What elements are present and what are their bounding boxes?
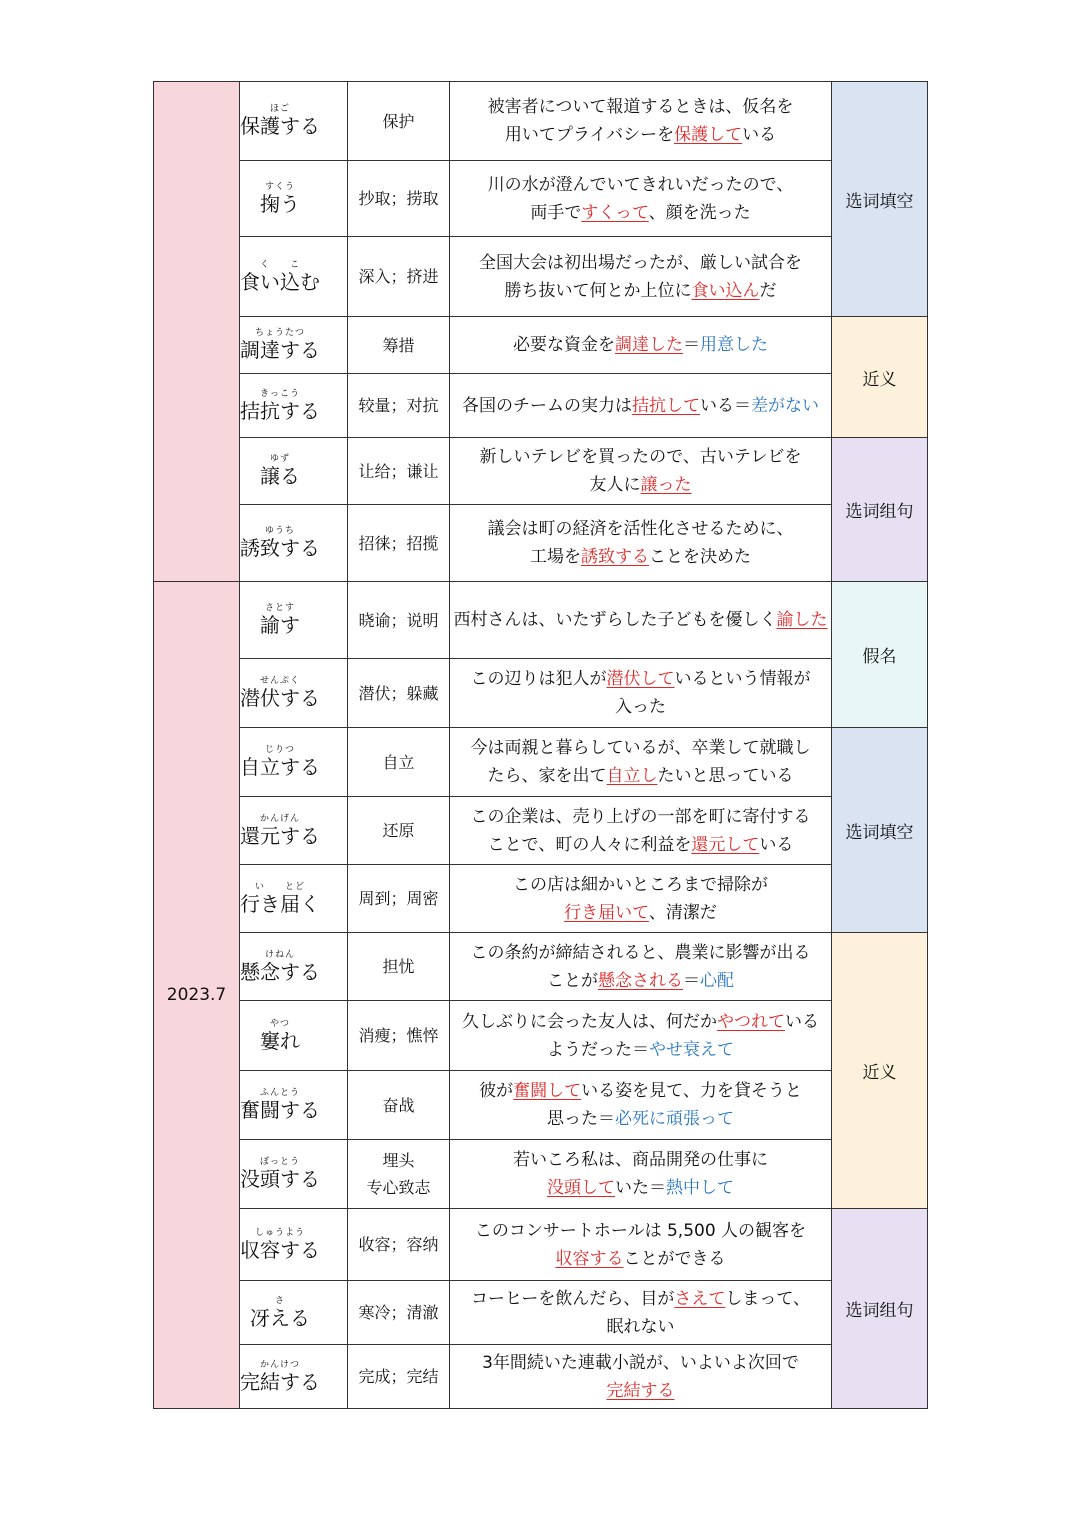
meaning-cell xyxy=(348,438,450,505)
example-cell xyxy=(450,1345,832,1409)
table-row xyxy=(154,728,928,797)
example-cell xyxy=(450,438,832,505)
sentence-text: 必要な資金を xyxy=(513,335,615,355)
target-word: 奮闘して xyxy=(513,1081,582,1101)
example-cell xyxy=(450,161,832,237)
word-cell xyxy=(240,1345,348,1409)
word-text: 没頭する xyxy=(240,1167,320,1191)
sentence-text: 久しぶりに会った友人は、何だか xyxy=(462,1011,717,1032)
sentence-text: 用いてプライバシーを xyxy=(504,125,675,145)
example-line xyxy=(450,831,831,859)
word-reading: さ xyxy=(274,1295,285,1306)
example-line xyxy=(450,939,831,967)
word-reading: じりつ xyxy=(264,745,295,755)
word-text: 奮闘する xyxy=(240,1098,320,1122)
word-text: 調達する xyxy=(240,338,320,362)
meaning-line: 完成；完结 xyxy=(358,1367,439,1386)
sentence-text: 勝ち抜いて何とか上位に xyxy=(504,280,692,301)
example-cell xyxy=(450,659,832,728)
table-row xyxy=(154,438,928,505)
sentence-text: ようだった＝ xyxy=(547,1039,649,1060)
sentence-text: 被害者について報道するときは、仮名を xyxy=(487,97,794,117)
example-line xyxy=(450,277,831,305)
meaning-line: 寒冷；清澈 xyxy=(358,1303,439,1322)
word-text: 収容する xyxy=(240,1237,320,1262)
example-cell xyxy=(450,1001,832,1071)
example-line xyxy=(450,803,831,831)
word-cell xyxy=(240,1071,348,1140)
meaning-cell xyxy=(348,582,450,659)
sentence-text: この企業は、売り上げの一部を町に寄付する xyxy=(470,806,811,827)
sentence-text: 3年間続いた連載小説が、いよいよ次回で xyxy=(482,1352,799,1373)
word-reading: さとす xyxy=(264,603,295,613)
synonym-text: やせ衰えて xyxy=(649,1039,734,1060)
sentence-text: ことで、町の人々に利益を xyxy=(487,834,692,855)
word-text: 完結する xyxy=(240,1369,320,1394)
table-row xyxy=(154,374,928,438)
table-row xyxy=(154,659,928,728)
example-cell xyxy=(450,728,832,797)
example-line xyxy=(450,171,831,199)
example-line xyxy=(450,543,831,571)
word-text: 諭す xyxy=(260,613,300,637)
target-word: 収容する xyxy=(555,1248,624,1269)
meaning-cell xyxy=(348,1209,450,1281)
target-word: 没頭して xyxy=(547,1178,615,1198)
table-row xyxy=(154,505,928,582)
category-cell: 选词填空 xyxy=(832,728,928,933)
target-word: 拮抗して xyxy=(632,395,700,416)
word-cell xyxy=(240,1281,348,1345)
sentence-text: 議会は町の経済を活性化させるために、 xyxy=(487,519,794,539)
word-cell xyxy=(240,438,348,505)
target-word: さえて xyxy=(674,1288,726,1309)
sentence-text: このコンサートホールは 5,500 人の観客を xyxy=(474,1220,807,1241)
target-word: 諭した xyxy=(776,610,828,630)
synonym-text: 差がない xyxy=(751,395,819,416)
table-row xyxy=(154,797,928,865)
example-cell xyxy=(450,933,832,1001)
category-cell: 选词组句 xyxy=(832,438,928,582)
synonym-text: 心配 xyxy=(700,970,734,991)
word-cell xyxy=(240,237,348,317)
word-cell xyxy=(240,82,348,161)
word-text: 自立する xyxy=(240,755,320,779)
table-row xyxy=(154,1140,928,1209)
example-line xyxy=(450,606,831,634)
example-cell xyxy=(450,582,832,659)
word-cell xyxy=(240,1209,348,1281)
target-word: 自立し xyxy=(606,766,658,786)
meaning-line: 担忧 xyxy=(382,957,415,976)
sentence-text: ことが xyxy=(547,970,598,991)
example-line xyxy=(450,1313,831,1341)
meaning-line: 收容；容纳 xyxy=(358,1235,439,1254)
meaning-cell xyxy=(348,865,450,933)
sentence-text: だ xyxy=(759,280,777,301)
sentence-text: たら、家を出て xyxy=(487,766,607,786)
word-reading: かんげん xyxy=(259,813,300,824)
example-line xyxy=(450,1285,831,1313)
word-reading: きっこう xyxy=(259,388,300,399)
example-line xyxy=(450,762,831,790)
word-cell xyxy=(240,865,348,933)
example-line xyxy=(450,1349,831,1377)
target-word: すくって xyxy=(581,202,649,223)
sentence-text: 西村さんは、いたずらした子どもを優しく xyxy=(453,610,777,630)
sentence-text: いる姿を見て、力を貸そうと xyxy=(581,1081,802,1101)
word-reading: かんけつ xyxy=(259,1359,300,1370)
table-row xyxy=(154,237,928,317)
target-word: 誘致する xyxy=(581,547,649,567)
example-line xyxy=(450,1077,831,1105)
example-cell xyxy=(450,374,832,438)
example-line xyxy=(450,199,831,227)
word-cell xyxy=(240,505,348,582)
example-line xyxy=(450,443,831,471)
sentence-text: 両手で xyxy=(530,202,582,223)
target-word: 譲った xyxy=(640,475,692,495)
table-row xyxy=(154,1209,928,1281)
sentence-text: しまって、 xyxy=(725,1288,810,1309)
sentence-text: 今は両親と暮らしているが、卒業して就職し xyxy=(470,738,811,758)
synonym-text: 必死に頑張って xyxy=(615,1109,734,1129)
word-cell xyxy=(240,659,348,728)
example-line xyxy=(450,121,831,149)
sentence-text: いる xyxy=(742,125,777,145)
word-reading: く こ xyxy=(259,259,300,270)
sentence-text: 入った xyxy=(615,697,666,717)
table-row xyxy=(154,1281,928,1345)
meaning-cell xyxy=(348,1071,450,1140)
example-line xyxy=(450,1217,831,1245)
sentence-text: 若いころ私は、商品開発の仕事に xyxy=(513,1150,768,1170)
meaning-line: 让给；谦让 xyxy=(358,461,439,481)
meaning-line: 埋头 xyxy=(382,1151,415,1170)
example-cell xyxy=(450,317,832,374)
sentence-text: ことを決めた xyxy=(649,547,751,567)
meaning-cell xyxy=(348,933,450,1001)
sentence-text: この条約が締結されると、農業に影響が出る xyxy=(470,942,811,963)
word-reading: やつ xyxy=(269,1018,290,1029)
sentence-text: 、顔を洗った xyxy=(648,202,751,223)
word-cell xyxy=(240,161,348,237)
sentence-text: 各国のチームの実力は xyxy=(462,395,632,416)
category-cell: 选词填空 xyxy=(832,82,928,317)
sentence-text: 彼が xyxy=(479,1081,514,1101)
meaning-cell xyxy=(348,374,450,438)
meaning-cell xyxy=(348,797,450,865)
meaning-cell xyxy=(348,237,450,317)
meaning-line: 还原 xyxy=(382,821,415,840)
word-cell xyxy=(240,1140,348,1209)
sentence-text: コーヒーを飲んだら、目が xyxy=(471,1288,675,1309)
table-row xyxy=(154,1345,928,1409)
meaning-line: 筹措 xyxy=(382,335,415,355)
word-reading: しゅうよう xyxy=(254,1227,305,1238)
meaning-line: 较量；对抗 xyxy=(358,396,439,415)
word-reading: ちょうたつ xyxy=(254,328,305,338)
sentence-text: 全国大会は初出場だったが、厳しい試合を xyxy=(479,252,802,273)
example-line xyxy=(450,331,831,359)
meaning-cell xyxy=(348,317,450,374)
meaning-line: 消瘦；憔悴 xyxy=(358,1026,439,1045)
target-word: 行き届いて xyxy=(564,902,649,923)
synonym-text: 用意した xyxy=(700,335,768,355)
target-word: 保護して xyxy=(674,125,743,145)
word-reading: ゆず xyxy=(269,454,290,464)
word-reading: い とど xyxy=(254,881,305,892)
word-text: 懸念する xyxy=(240,959,320,984)
word-reading: ゆうち xyxy=(264,526,295,536)
target-word: 還元して xyxy=(691,834,760,855)
meaning-line: 潜伏；躲藏 xyxy=(358,683,439,703)
word-text: 冴える xyxy=(250,1305,310,1330)
sentence-text: 川の水が澄んでいてきれいだったので、 xyxy=(487,174,794,195)
meaning-cell xyxy=(348,1345,450,1409)
example-line xyxy=(450,392,831,420)
word-reading: けねん xyxy=(264,949,295,960)
sentence-text: 新しいテレビを買ったので、古いテレビを xyxy=(479,447,802,467)
sentence-text: 、清潔だ xyxy=(648,902,717,923)
word-cell xyxy=(240,797,348,865)
sentence-text: 工場を xyxy=(530,547,581,567)
word-reading: ふんとう xyxy=(259,1088,300,1098)
word-text: 保護する xyxy=(240,114,320,138)
category-cell: 选词组句 xyxy=(832,1209,928,1409)
example-line xyxy=(450,93,831,121)
sentence-text: いる xyxy=(759,834,794,855)
example-line xyxy=(450,249,831,277)
category-cell: 近义 xyxy=(832,317,928,438)
example-line xyxy=(450,471,831,499)
meaning-cell xyxy=(348,1001,450,1071)
word-text: 行き届く xyxy=(240,891,320,916)
example-cell xyxy=(450,797,832,865)
vocab-table xyxy=(153,81,928,1409)
meaning-line: 自立 xyxy=(382,752,415,772)
table-row xyxy=(154,317,928,374)
word-reading: すくう xyxy=(264,181,295,192)
example-line xyxy=(450,665,831,693)
example-line xyxy=(450,967,831,995)
meaning-line: 保护 xyxy=(382,111,415,131)
sentence-text: たいと思っている xyxy=(657,766,794,786)
word-text: 潜伏する xyxy=(240,686,320,710)
word-cell xyxy=(240,1001,348,1071)
target-word: やつれて xyxy=(717,1011,785,1032)
sentence-text: いる xyxy=(785,1011,819,1032)
sentence-text: 眠れない xyxy=(606,1316,675,1337)
target-word: 潜伏して xyxy=(606,669,675,689)
example-cell xyxy=(450,1140,832,1209)
target-word: 懸念される xyxy=(598,970,683,991)
sentence-text: いた＝ xyxy=(615,1178,666,1198)
example-cell xyxy=(450,1071,832,1140)
word-cell xyxy=(240,317,348,374)
word-text: 譲る xyxy=(260,464,300,488)
example-cell xyxy=(450,1281,832,1345)
word-cell xyxy=(240,374,348,438)
table-row xyxy=(154,82,928,161)
word-reading: ぼっとう xyxy=(259,1157,300,1167)
example-line xyxy=(450,1146,831,1174)
meaning-cell xyxy=(348,82,450,161)
word-text: 拮抗する xyxy=(240,398,320,423)
meaning-line: 深入；挤进 xyxy=(358,267,439,286)
example-line xyxy=(450,1245,831,1273)
example-cell xyxy=(450,1209,832,1281)
example-line xyxy=(450,1008,831,1036)
target-word: 完結する xyxy=(606,1380,675,1401)
sentence-text: ＝ xyxy=(683,335,700,355)
meaning-line: 晓谕；说明 xyxy=(358,610,439,630)
sentence-text: ＝ xyxy=(683,970,700,991)
session-cell xyxy=(154,82,240,582)
word-text: 食い込む xyxy=(240,269,320,294)
meaning-cell xyxy=(348,728,450,797)
example-line xyxy=(450,515,831,543)
example-cell xyxy=(450,237,832,317)
word-cell xyxy=(240,582,348,659)
example-line xyxy=(450,871,831,899)
word-cell xyxy=(240,728,348,797)
word-text: 還元する xyxy=(240,823,320,848)
target-word: 食い込ん xyxy=(691,280,760,301)
meaning-cell xyxy=(348,161,450,237)
example-cell xyxy=(450,82,832,161)
sentence-text: この店は細かいところまで掃除が xyxy=(513,874,768,895)
word-cell xyxy=(240,933,348,1001)
word-reading: ほご xyxy=(269,104,290,114)
example-line xyxy=(450,1377,831,1405)
meaning-cell xyxy=(348,1140,450,1209)
sentence-text: 友人に xyxy=(589,475,641,495)
sentence-text: いる＝ xyxy=(700,395,751,416)
meaning-cell xyxy=(348,1281,450,1345)
sentence-text: いるという情報が xyxy=(674,669,811,689)
table-row xyxy=(154,1071,928,1140)
word-text: 窶れ xyxy=(260,1028,300,1053)
word-reading: せんぷく xyxy=(259,676,300,686)
sentence-text: この辺りは犯人が xyxy=(470,669,607,689)
meaning-line: 周到；周密 xyxy=(358,889,439,908)
example-line xyxy=(450,734,831,762)
meaning-line: 招徕；招揽 xyxy=(358,533,439,553)
meaning-line: 专心致志 xyxy=(366,1178,431,1197)
example-line xyxy=(450,1036,831,1064)
example-line xyxy=(450,1174,831,1202)
word-text: 誘致する xyxy=(240,536,320,560)
session-cell: 2023.7 xyxy=(154,582,240,1409)
table-row xyxy=(154,582,928,659)
table-row xyxy=(154,161,928,237)
category-cell: 假名 xyxy=(832,582,928,728)
table-row xyxy=(154,933,928,1001)
example-cell xyxy=(450,865,832,933)
example-cell xyxy=(450,505,832,582)
meaning-cell xyxy=(348,659,450,728)
meaning-line: 抄取；捞取 xyxy=(358,189,439,208)
target-word: 調達した xyxy=(615,335,683,355)
meaning-cell xyxy=(348,505,450,582)
table-row xyxy=(154,1001,928,1071)
example-line xyxy=(450,693,831,721)
example-line xyxy=(450,1105,831,1133)
sentence-text: 思った＝ xyxy=(547,1109,615,1129)
meaning-line: 奋战 xyxy=(382,1095,415,1115)
sentence-text: ことができる xyxy=(623,1248,726,1269)
vocab-table-body xyxy=(154,82,928,1409)
synonym-text: 熱中して xyxy=(666,1178,734,1198)
example-line xyxy=(450,899,831,927)
table-row xyxy=(154,865,928,933)
category-cell: 近义 xyxy=(832,933,928,1209)
word-text: 掬う xyxy=(260,191,300,216)
